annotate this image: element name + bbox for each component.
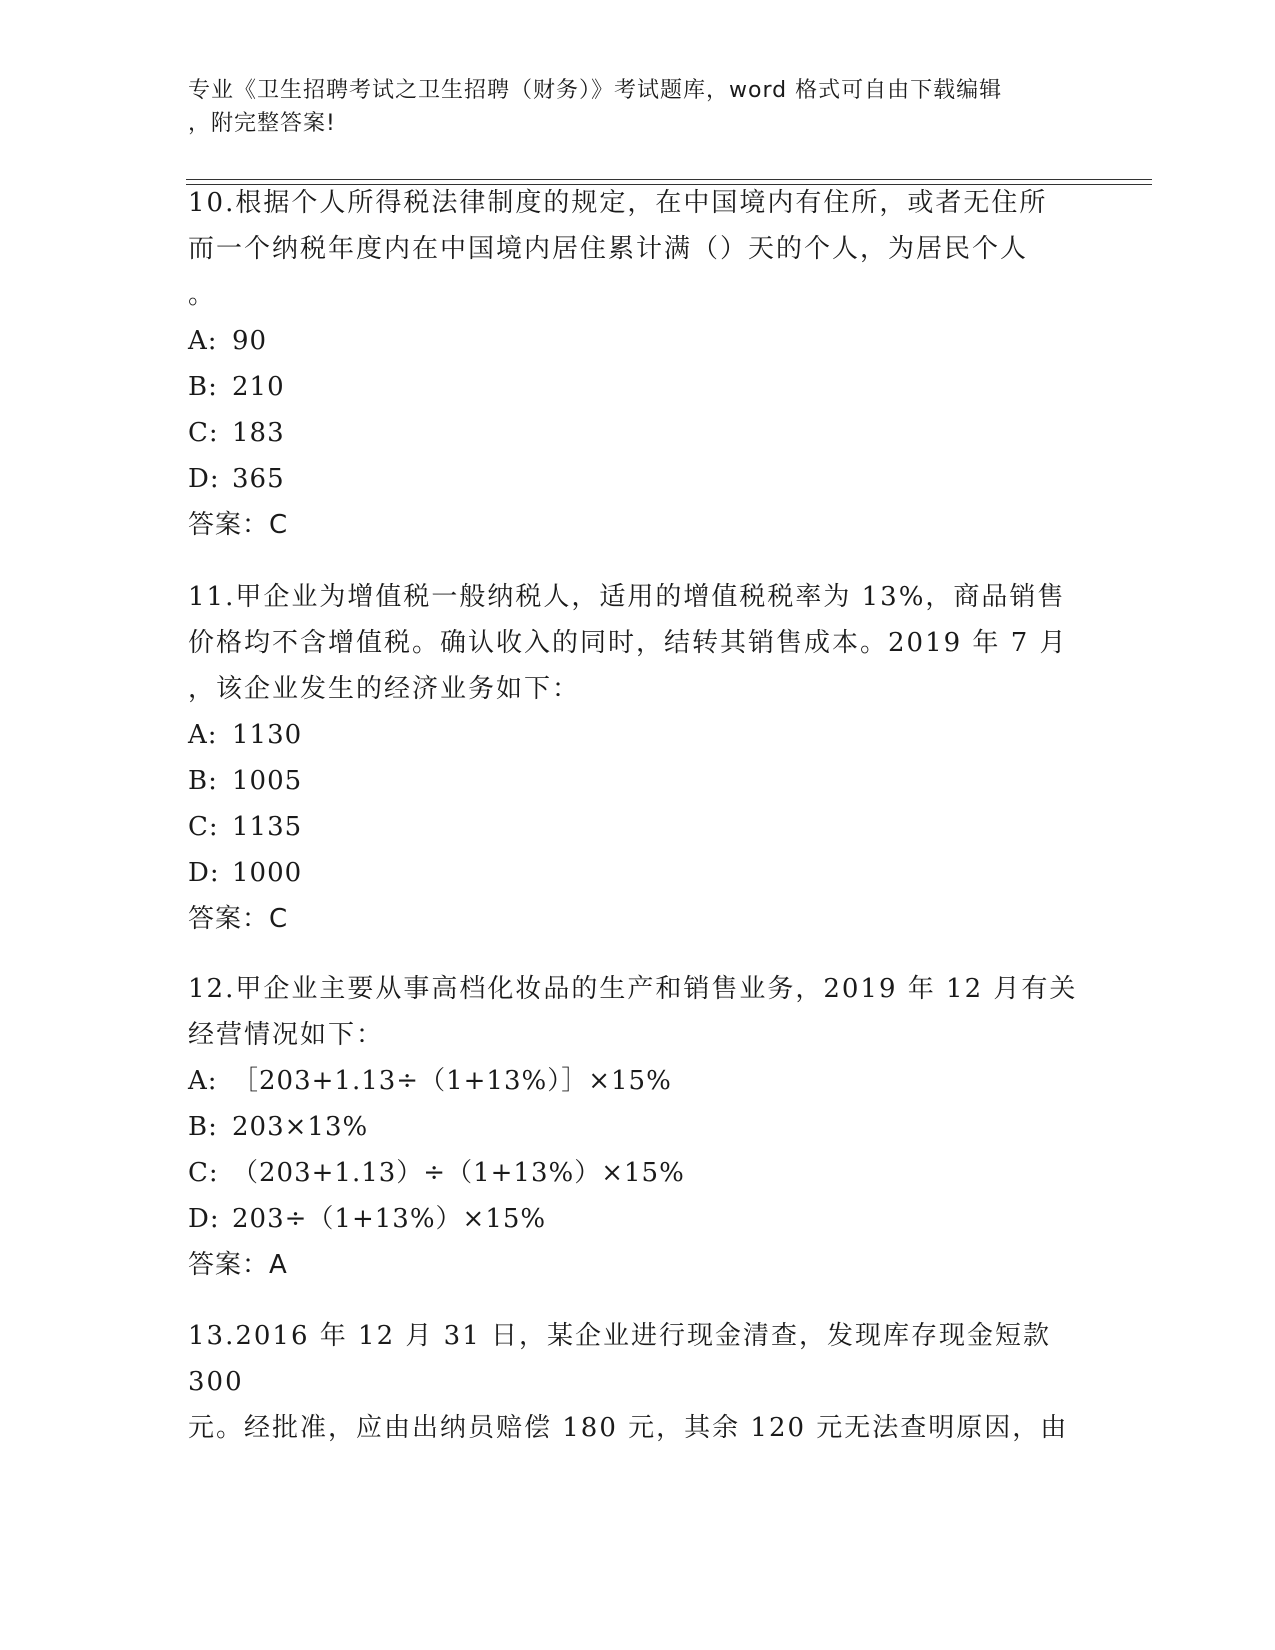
option-a — [188, 712, 1088, 758]
answer: 答案：A — [188, 1250, 288, 1280]
option-d — [188, 456, 1088, 502]
question-text-line: 而一个纳税年度内在中国境内居住累计满（）天的个人，为居民个人 — [188, 234, 1029, 264]
answer: 答案：C — [188, 904, 289, 934]
option-b — [188, 758, 1088, 804]
question-text-line: 经营情况如下： — [188, 1020, 385, 1050]
question-text-line: 10.根据个人所得税法律制度的规定，在中国境内有住所，或者无住所 — [188, 188, 1048, 218]
header-line-2: ，附完整答案! — [188, 111, 336, 136]
document-header — [188, 74, 1068, 140]
question-text-line: 13.2016 年 12 月 31 日，某企业进行现金清查，发现库存现金短款 300 — [188, 1321, 1052, 1397]
question-12 — [188, 966, 1088, 1288]
question-text-line: 元。经批准，应由出纳员赔偿 180 元，其余 120 元无法查明原因，由 — [188, 1413, 1069, 1443]
option-text: 210 — [232, 372, 285, 402]
option-label: B: — [188, 766, 218, 796]
header-line-1: 专业《卫生招聘考试之卫生招聘（财务）》考试题库，word 格式可自由下载编辑 — [188, 78, 1003, 103]
question-text-line: ，该企业发生的经济业务如下： — [188, 674, 581, 704]
option-text: （203+1.13）÷（1+13%）×15% — [232, 1158, 685, 1188]
option-label: B: — [188, 1112, 218, 1142]
question-text-line: 。 — [188, 280, 217, 310]
option-text: 183 — [232, 418, 285, 448]
option-text: 1005 — [232, 766, 303, 796]
question-text-line: 12.甲企业主要从事高档化妆品的生产和销售业务，2019 年 12 月有关 — [188, 974, 1078, 1004]
option-c — [188, 410, 1088, 456]
option-text: 203×13% — [232, 1112, 369, 1142]
question-13 — [188, 1313, 1088, 1451]
option-label: B: — [188, 372, 218, 402]
option-text: ［203+1.13÷（1+13%）］×15% — [232, 1066, 672, 1096]
option-text: 1130 — [232, 720, 303, 750]
option-label: C: — [188, 1158, 219, 1188]
option-label: D: — [188, 1204, 220, 1234]
option-text: 365 — [232, 464, 285, 494]
option-text: 1135 — [232, 812, 303, 842]
option-text: 1000 — [232, 858, 303, 888]
option-c — [188, 804, 1088, 850]
option-c — [188, 1150, 1088, 1196]
question-11 — [188, 574, 1088, 942]
option-d — [188, 850, 1088, 896]
option-text: 90 — [232, 326, 268, 356]
option-label: A: — [188, 1066, 218, 1096]
option-label: A: — [188, 720, 218, 750]
option-a — [188, 1058, 1088, 1104]
option-label: D: — [188, 464, 220, 494]
question-text-line: 价格均不含增值税。确认收入的同时，结转其销售成本。2019 年 7 月 — [188, 628, 1068, 658]
option-a — [188, 318, 1088, 364]
option-label: A: — [188, 326, 218, 356]
answer: 答案：C — [188, 510, 289, 540]
option-b — [188, 1104, 1088, 1150]
option-label: D: — [188, 858, 220, 888]
question-text-line: 11.甲企业为增值税一般纳税人，适用的增值税税率为 13%，商品销售 — [188, 582, 1066, 612]
option-b — [188, 364, 1088, 410]
question-10 — [188, 180, 1088, 548]
option-label: C: — [188, 812, 219, 842]
option-text: 203÷（1+13%）×15% — [232, 1204, 547, 1234]
option-d — [188, 1196, 1088, 1242]
option-label: C: — [188, 418, 219, 448]
